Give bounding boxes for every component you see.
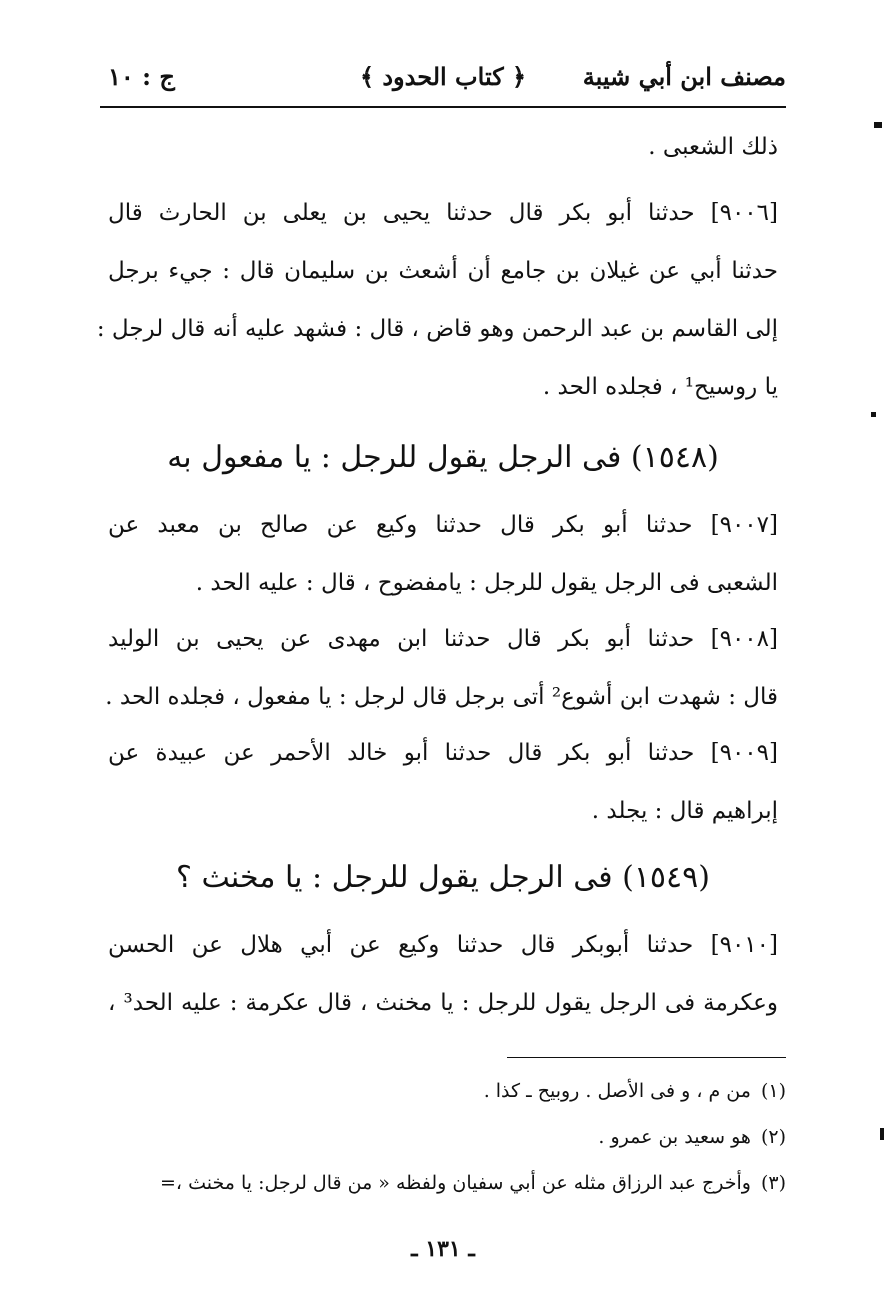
page-header <box>100 58 786 102</box>
header-divider <box>100 106 786 108</box>
section-title: ﴿ كتاب الحدود ﴾ <box>359 62 527 91</box>
page-number: ـ ١٣١ ـ <box>411 1236 475 1262</box>
footnote-number: (٢) <box>760 1126 786 1148</box>
scan-mark <box>871 412 876 417</box>
text-line: قال : شهدت ابن أشوع² أتى برجل قال لرجل : يا مفعول ، فجلده الحد . <box>105 684 778 710</box>
footnote-2 <box>598 1126 786 1148</box>
footnote-text: من م ، و فى الأصل . روبيح ـ كذا . <box>483 1080 751 1102</box>
footnote-1 <box>484 1080 786 1102</box>
text-line: [٩٠٠٧] حدثنا أبو بكر قال حدثنا وكيع عن صالح بن معبد عن <box>108 512 778 538</box>
footnote-divider <box>507 1057 786 1058</box>
book-title: مصنف ابن أبي شيبة <box>582 62 786 91</box>
text-line: [٩٠٠٨] حدثنا أبو بكر قال حدثنا ابن مهدى عن يحيى بن الوليد <box>108 626 778 652</box>
text-line: حدثنا أبي عن غيلان بن جامع أن أشعث بن سليمان قال : جيء برجل <box>108 258 778 284</box>
volume-label: ج : ١٠ <box>108 62 175 91</box>
scan-mark <box>880 1128 884 1140</box>
text-line: [٩٠٠٦] حدثنا أبو بكر قال حدثنا يحيى بن يعلى بن الحارث قال <box>108 200 778 226</box>
chapter-heading-1549: (١٥٤٩) فى الرجل يقول للرجل : يا مخنث ؟ <box>176 860 710 895</box>
footnote-text: وأخرج عبد الرزاق مثله عن أبي سفيان ولفظه « من قال لرجل: يا مخنث ،= <box>159 1172 751 1194</box>
scan-mark <box>874 122 882 128</box>
text-line: يا روسيح¹ ، فجلده الحد . <box>542 374 778 400</box>
footnote-number: (٣) <box>760 1172 786 1194</box>
chapter-heading-1548: (١٥٤٨) فى الرجل يقول للرجل : يا مفعول به <box>167 440 719 475</box>
footnote-number: (١) <box>760 1080 786 1102</box>
text-line: ذلك الشعبى . <box>648 134 778 160</box>
text-line: الشعبى فى الرجل يقول للرجل : يامفضوح ، قال : عليه الحد . <box>195 570 778 596</box>
footnote-text: هو سعيد بن عمرو . <box>598 1126 751 1148</box>
text-line: إبراهيم قال : يجلد . <box>591 798 778 824</box>
text-line: [٩٠١٠] حدثنا أبوبكر قال حدثنا وكيع عن أبي هلال عن الحسن <box>108 932 778 958</box>
text-line: وعكرمة فى الرجل يقول للرجل : يا مخنث ، قال عكرمة : عليه الحد³ ، <box>108 990 778 1016</box>
footnote-3 <box>160 1172 786 1194</box>
text-line: [٩٠٠٩] حدثنا أبو بكر قال حدثنا أبو خالد الأحمر عن عبيدة عن <box>108 740 778 766</box>
text-line: إلى القاسم بن عبد الرحمن وهو قاض ، قال : فشهد عليه أنه قال لرجل : <box>96 316 778 342</box>
